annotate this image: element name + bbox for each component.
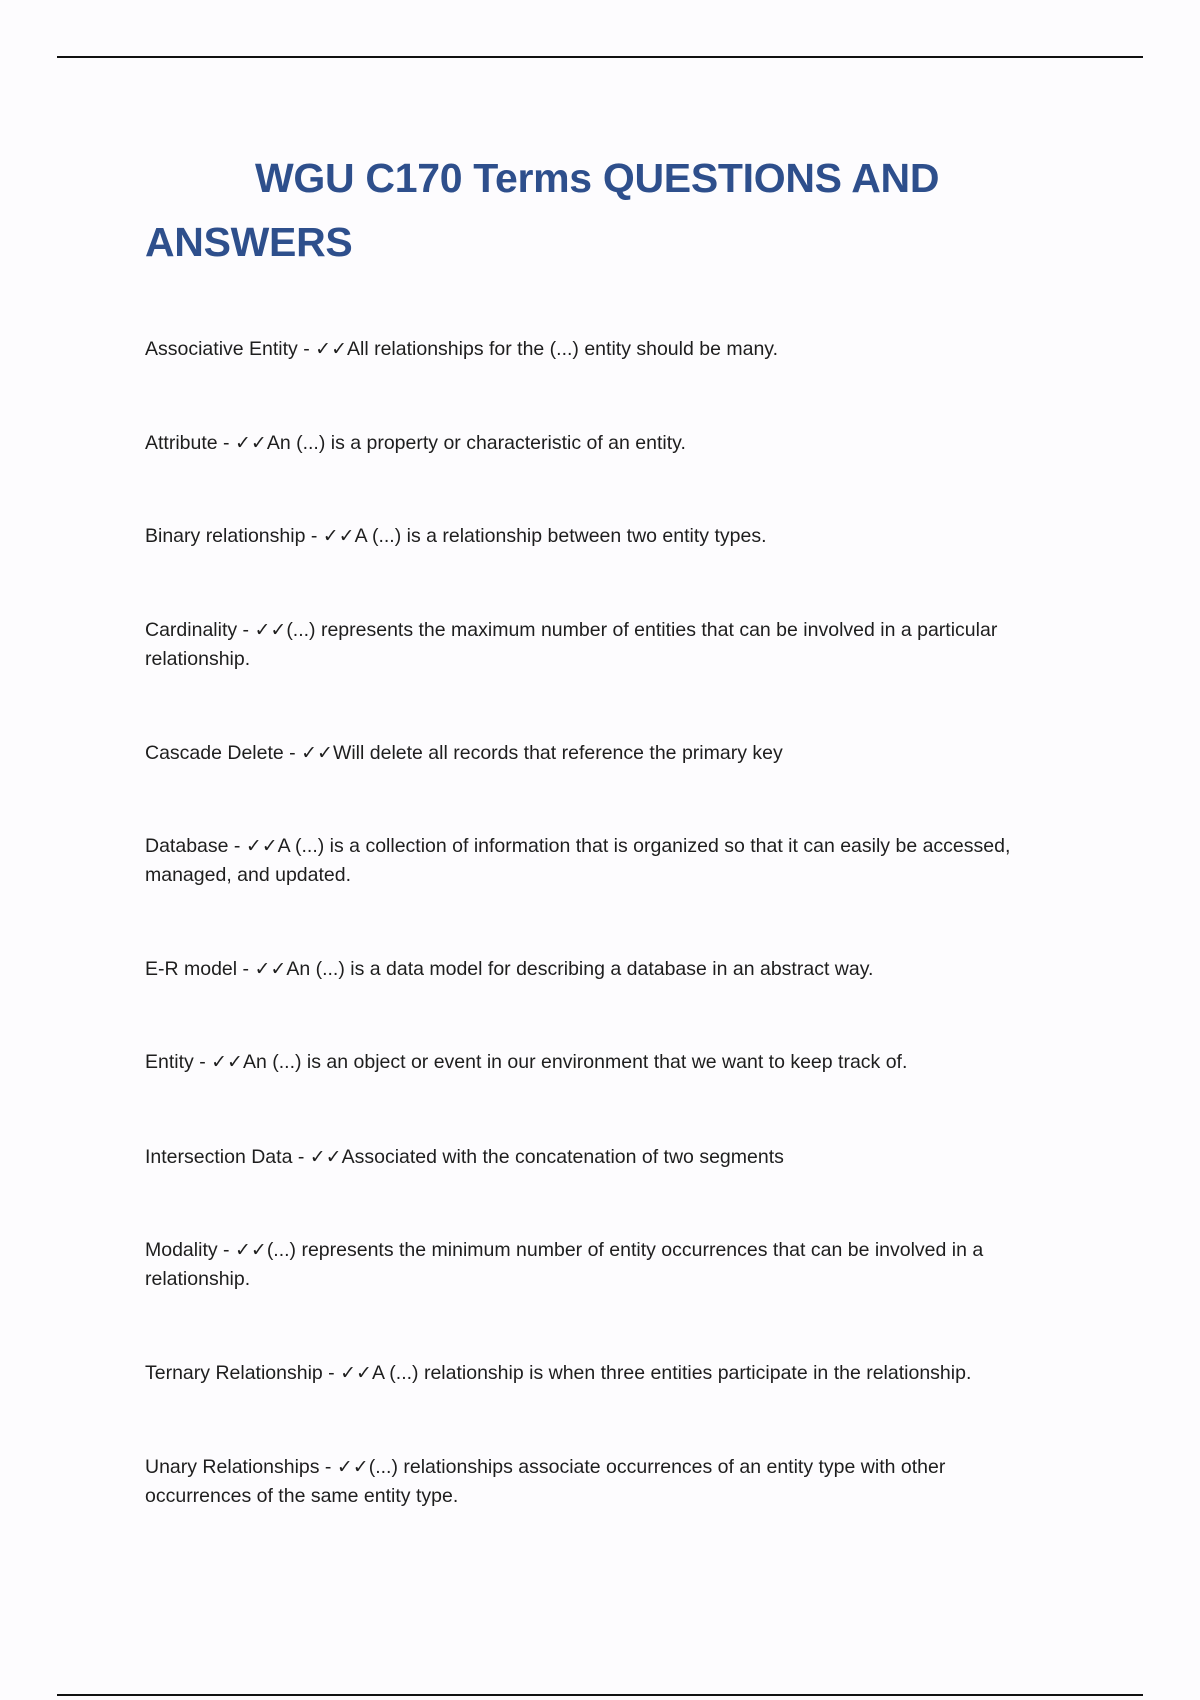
separator: -: [322, 1362, 341, 1384]
separator: -: [297, 338, 316, 360]
term: Associative Entity: [145, 338, 298, 360]
term: Intersection Data: [145, 1146, 293, 1168]
term-entry: [145, 335, 1055, 364]
definition: An (...) is a property or characteristic of an entity.: [266, 432, 686, 454]
definition: (...) relationships associate occurrences of an entity type with other occurrences of the same entity type.: [145, 1456, 946, 1507]
term-entry: [145, 522, 1055, 551]
definition: A (...) relationship is when three entities participate in the relationship.: [371, 1362, 972, 1384]
term-entry: [145, 1236, 1055, 1294]
term: Modality: [145, 1239, 218, 1261]
separator: -: [283, 742, 302, 764]
definition: A (...) is a collection of information that is organized so that it can easily be accessed, managed, and updated.: [145, 835, 1011, 886]
term-entry: [145, 832, 1055, 890]
term: Entity: [145, 1051, 194, 1073]
term-entry: [145, 955, 1055, 984]
check-marks-icon: ✓✓: [234, 1239, 267, 1261]
term-entry: [145, 1143, 1055, 1172]
separator: -: [305, 525, 323, 547]
term-entry: [145, 1048, 1055, 1077]
top-rule: [57, 56, 1143, 58]
definition: (...) represents the minimum number of entity occurrences that can be involved in a relationship.: [145, 1239, 984, 1290]
term: Binary relationship: [145, 525, 306, 547]
separator: -: [217, 432, 235, 454]
check-marks-icon: ✓✓: [211, 1051, 243, 1073]
check-marks-icon: ✓✓: [309, 1146, 342, 1168]
term: Cascade Delete: [145, 742, 284, 764]
separator: -: [228, 835, 246, 857]
term: Ternary Relationship: [145, 1362, 323, 1384]
definition: An (...) is an object or event in our environment that we want to keep track of.: [242, 1051, 908, 1073]
term-entry: [145, 429, 1055, 458]
document-title: WGU C170 Terms QUESTIONS AND ANSWERS: [145, 155, 940, 265]
separator: -: [292, 1146, 310, 1168]
term-entry: [145, 1359, 1055, 1388]
check-marks-icon: ✓✓: [254, 619, 287, 641]
check-marks-icon: ✓✓: [322, 525, 355, 547]
term-entry: [145, 739, 1055, 768]
definition: A (...) is a relationship between two entity types.: [354, 525, 767, 547]
definition: All relationships for the (...) entity should be many.: [347, 338, 779, 360]
definition: An (...) is a data model for describing a database in an abstract way.: [286, 958, 874, 980]
separator: -: [319, 1456, 337, 1478]
definition: Will delete all records that reference the primary key: [332, 742, 783, 764]
separator: -: [193, 1051, 212, 1073]
definition: (...) represents the maximum number of entities that can be involved in a particular relationship.: [145, 619, 998, 670]
bottom-rule: [57, 1694, 1143, 1696]
term: E-R model: [145, 958, 238, 980]
term: Database: [145, 835, 229, 857]
separator: -: [237, 619, 255, 641]
check-marks-icon: ✓✓: [245, 835, 278, 857]
check-marks-icon: ✓✓: [336, 1456, 369, 1478]
separator: -: [217, 1239, 235, 1261]
term-entry: [145, 1453, 1055, 1511]
check-marks-icon: ✓✓: [340, 1362, 372, 1384]
definition: Associated with the concatenation of two segments: [341, 1146, 784, 1168]
check-marks-icon: ✓✓: [254, 958, 287, 980]
term: Cardinality: [145, 619, 238, 641]
term-entry: [145, 616, 1055, 674]
check-marks-icon: ✓✓: [234, 432, 267, 454]
term: Attribute: [145, 432, 218, 454]
term: Unary Relationships: [145, 1456, 320, 1478]
separator: -: [237, 958, 255, 980]
check-marks-icon: ✓✓: [315, 338, 347, 360]
check-marks-icon: ✓✓: [301, 742, 333, 764]
